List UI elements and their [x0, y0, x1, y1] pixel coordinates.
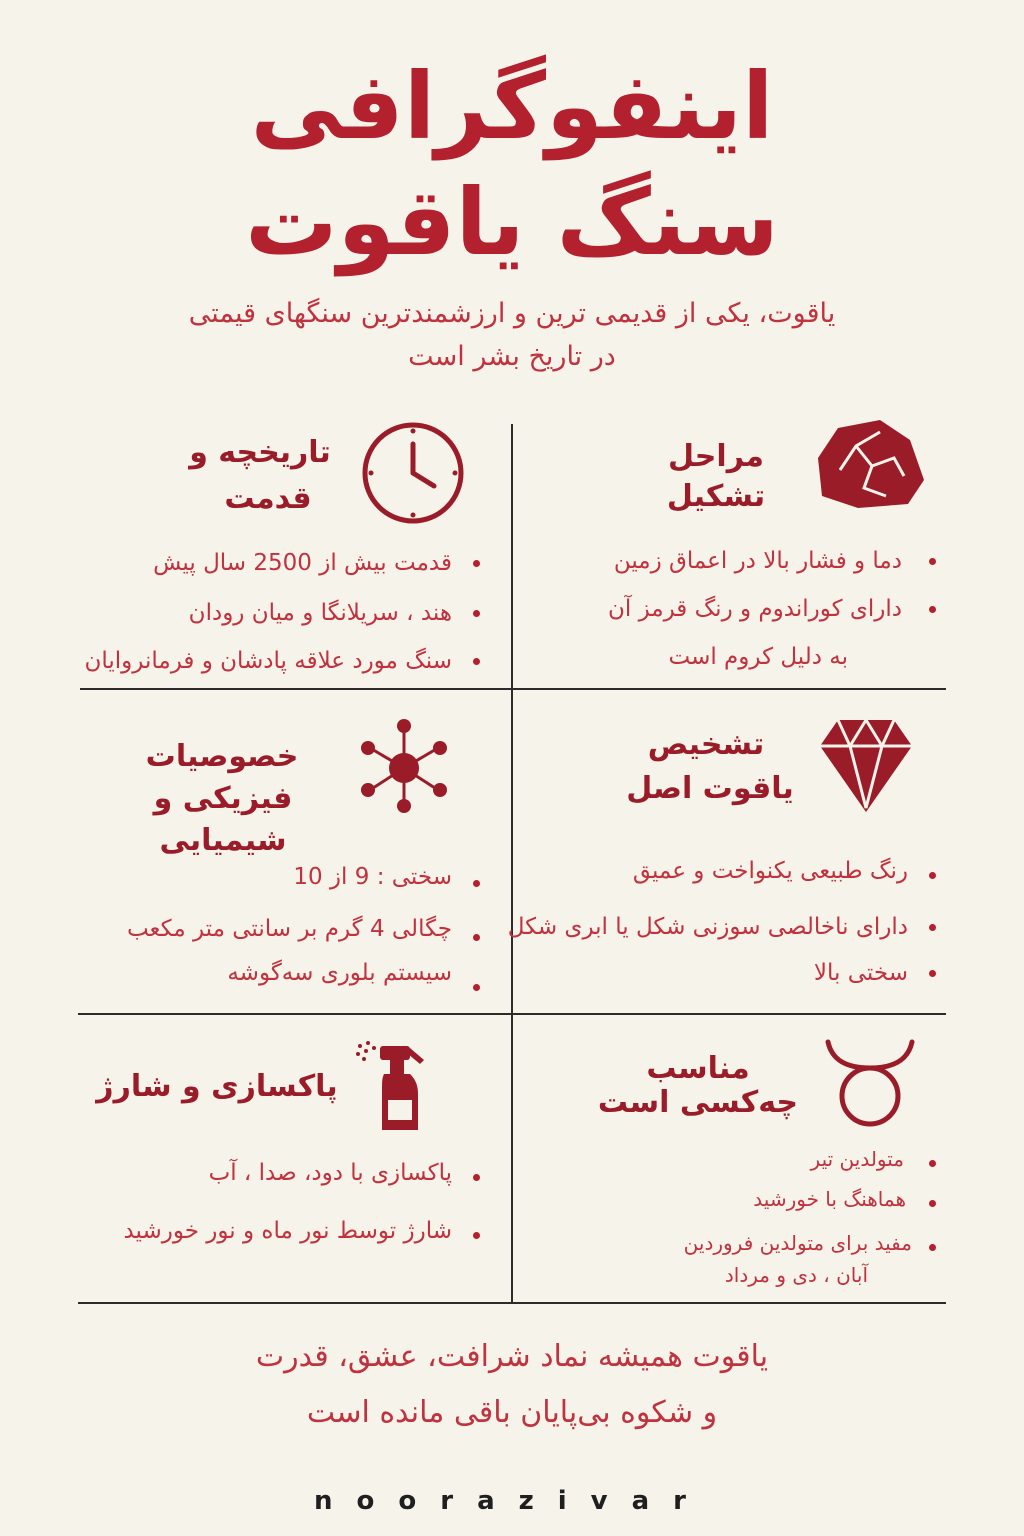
bullet-dot: [929, 1160, 936, 1167]
identify-title-1: تشخیص: [647, 727, 765, 762]
bullet-dot: [473, 984, 480, 991]
identify-title-2: یاقوت اصل: [626, 771, 794, 806]
page-title-line-1: اینفوگرافی: [250, 53, 774, 160]
bullet-dot: [929, 1200, 936, 1207]
bullet-dot: [473, 1174, 480, 1181]
bullet-dot: [929, 872, 936, 879]
page-title-line-2: سنگ یاقوت: [245, 169, 779, 276]
formation-item-1: دما و فشار بالا در اعماق زمین: [613, 548, 902, 574]
bullet-dot: [473, 560, 480, 567]
properties-item-1: سختی : 9 از 10: [293, 864, 452, 890]
formation-title-1: مراحل: [668, 439, 764, 474]
bullet-dot: [473, 934, 480, 941]
bullet-dot: [473, 880, 480, 887]
bullet-dot: [473, 658, 480, 665]
molecule-icon: [356, 718, 452, 818]
identify-item-2: دارای ناخالصی سوزنی شکل یا ابری شکل: [507, 914, 908, 940]
formation-item-2: دارای کوراندوم و رنگ قرمز آن: [607, 596, 902, 622]
bullet-dot: [929, 1244, 936, 1251]
suitable-item-3: مفید برای متولدین فروردین: [683, 1231, 912, 1255]
grid-divider-row1-right: [512, 688, 946, 690]
properties-title-2: فیزیکی و شیمیایی: [153, 781, 293, 858]
history-title-2: قدمت: [224, 481, 312, 516]
bullet-dot: [473, 1232, 480, 1239]
history-item-2: هند ، سریلانگا و میان رودان: [188, 600, 452, 626]
formation-title-2: تشکیل: [666, 479, 766, 514]
taurus-icon: [822, 1034, 918, 1134]
suitable-title-1: مناسب: [646, 1051, 750, 1086]
spray-bottle-icon: [354, 1040, 438, 1138]
formation-item-3: به دلیل کروم است: [668, 644, 848, 670]
diamond-icon: [818, 716, 914, 818]
history-title-1: تاریخچه و: [189, 435, 331, 470]
bullet-dot: [929, 558, 936, 565]
bullet-dot: [929, 924, 936, 931]
cleaning-item-2: شارژ توسط نور ماه و نور خورشید: [123, 1218, 452, 1244]
suitable-title-2: چه‌کسی است: [597, 1085, 799, 1120]
history-item-1: قدمت بیش از 2500 سال پیش: [153, 550, 452, 576]
properties-title-1: خصوصیات: [145, 739, 299, 774]
suitable-item-1: متولدین تیر: [810, 1147, 904, 1171]
properties-item-2: چگالی 4 گرم بر سانتی متر مکعب: [126, 916, 452, 942]
suitable-item-4: آبان ، دی و مرداد: [724, 1263, 868, 1287]
grid-vertical-divider: [511, 424, 513, 1304]
outro-text-line-1: یاقوت همیشه نماد شرافت، عشق، قدرت: [255, 1339, 769, 1374]
grid-divider-row3: [78, 1302, 946, 1304]
suitable-item-2: هماهنگ با خورشید: [753, 1187, 906, 1211]
identify-item-1: رنگ طبیعی یکنواخت و عمیق: [632, 858, 908, 884]
bullet-dot: [929, 606, 936, 613]
bullet-dot: [473, 610, 480, 617]
properties-item-3: سیستم بلوری سه‌گوشه: [227, 960, 452, 986]
bullet-dot: [929, 970, 936, 977]
grid-divider-row2: [78, 1013, 946, 1015]
grid-divider-row1-left: [80, 688, 512, 690]
identify-item-3: سختی بالا: [813, 960, 908, 986]
history-item-3: سنگ مورد علاقه پادشان و فرمانروایان: [84, 648, 452, 674]
intro-text-line-2: در تاریخ بشر است: [408, 341, 616, 372]
intro-text-line-1: یاقوت، یکی از قدیمی ترین و ارزشمندترین سنگهای قیمتی: [188, 298, 836, 329]
brand-name: noorazivar: [314, 1486, 710, 1516]
cleaning-title: پاکسازی و شارژ: [96, 1069, 338, 1104]
outro-text-line-2: و شکوه بی‌پایان باقی مانده است: [306, 1395, 718, 1430]
cleaning-item-1: پاکسازی با دود، صدا ، آب: [208, 1160, 452, 1186]
